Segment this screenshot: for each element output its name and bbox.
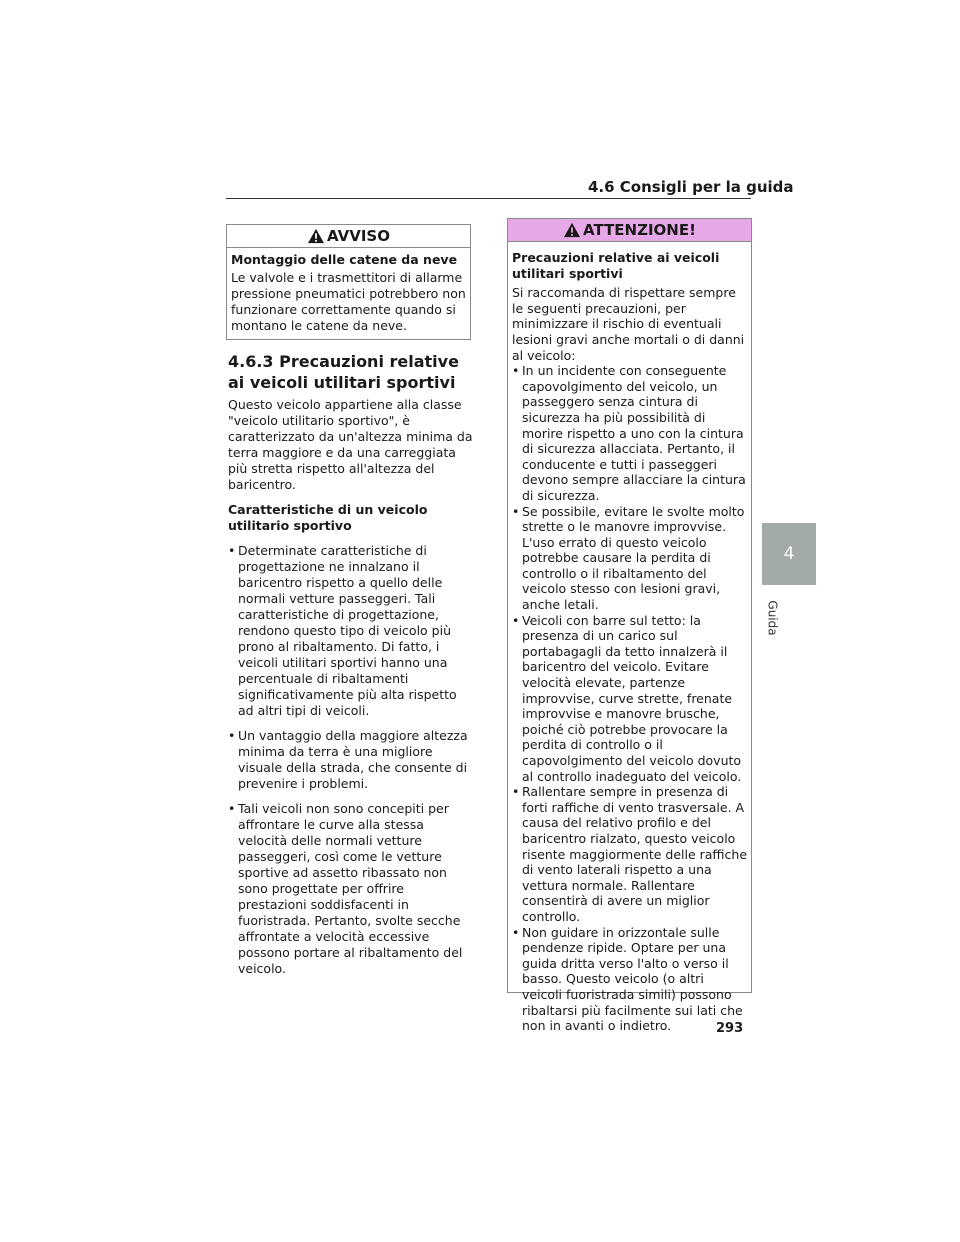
warning-icon: [307, 228, 325, 244]
avviso-header: [227, 225, 470, 248]
attenzione-label: ATTENZIONE!: [583, 221, 696, 239]
list-item: • Veicoli con barre sul tetto: la presenza di un carico sul portabagagli da tetto innalzerà il baricentro del veicolo. Evitare velocità elevate, partenze improvvise, curve strette, frenate improvvise e manovre brusche, poiché ciò potrebbe provocare la perdita di controllo o il capovolgimento del veicolo dovuto al controllo inadeguato del veicolo.: [512, 613, 747, 785]
section-intro: Questo veicolo appartiene alla classe "veicolo utilitario sportivo", è caratterizzato da un'altezza minima da terra maggiore e da una carreggiata più stretta rispetto all'altezza del baricentro.: [228, 397, 473, 492]
chapter-label: [760, 593, 786, 643]
chapter-number: 4: [783, 544, 795, 564]
avviso-label: AVVISO: [327, 227, 390, 245]
list-item: • In un incidente con conseguente capovolgimento del veicolo, un passeggero senza cintura di sicurezza ha più possibilità di morire rispetto a uno con la cintura di sicurezza allacciata. Pertanto, il conducente e tutti i passeggeri devono sempre allacciare la cintura di sicurezza.: [512, 363, 747, 503]
list-item: • Tali veicoli non sono concepiti per affrontare le curve alla stessa velocità delle normali vetture passeggeri, così come le vetture sportive ad assetto ribassato non sono progettate per offrire prestazioni soddisfacenti in fuoristrada. Pertanto, svolte secche affrontate a velocità eccessive possono portare al ribaltamento del veicolo.: [228, 801, 473, 977]
attenzione-header: [508, 219, 751, 242]
section-title: 4.6.3 Precauzioni relative ai veicoli utilitari sportivi: [228, 352, 459, 392]
section-subheading: Caratteristiche di un veicolo utilitario sportivo: [228, 502, 428, 533]
avviso-text: Le valvole e i trasmettitori di allarme pressione pneumatici potrebbero non funzionare correttamente quando si montano le catene da neve.: [231, 270, 466, 333]
list-item: • Rallentare sempre in presenza di forti raffiche di vento trasversale. A causa del relativo profilo e del baricentro rialzato, questo veicolo risente maggiormente delle raffiche di vento laterali rispetto a una vettura normale. Rallentare consentirà di avere un miglior controllo.: [512, 784, 747, 924]
chapter-label-text: Guida: [766, 600, 780, 636]
list-item: • Un vantaggio della maggiore altezza minima da terra è una migliore visuale della strada, che consente di prevenire i problemi.: [228, 728, 473, 792]
warning-icon: [563, 222, 581, 238]
attenzione-title: Precauzioni relative ai veicoli utilitari sportivi: [512, 250, 720, 281]
chapter-tab: [762, 523, 816, 585]
left-body: [228, 397, 473, 986]
list-item: • Non guidare in orizzontale sulle pendenze ripide. Optare per una guida dritta verso l'alto o verso il basso. Questo veicolo (o altri veicoli fuoristrada simili) possono ribaltarsi più facilmente sui lati che non in avanti o indietro.: [512, 925, 747, 1034]
attenzione-intro: Si raccomanda di rispettare sempre le seguenti precauzioni, per minimizzare il rischio di eventuali lesioni gravi anche mortali o di danni al veicolo:: [512, 285, 745, 363]
page-header-title: 4.6 Consigli per la guida: [588, 178, 794, 196]
list-item: • Determinate caratteristiche di progettazione ne innalzano il baricentro rispetto a quello delle normali vetture passeggeri. Tali caratteristiche di progettazione, rendono questo tipo di veicolo più prono al ribaltamento. Di fatto, i veicoli utilitari sportivi hanno una percentuale di ribaltamenti significativamente più alta rispetto ad altri tipi di veicoli.: [228, 543, 473, 719]
avviso-title: Montaggio delle catene da neve: [231, 252, 458, 267]
avviso-box: [226, 224, 471, 340]
section-bullet-list: [228, 543, 473, 977]
attenzione-bullet-list: [512, 363, 747, 1034]
list-item: • Se possibile, evitare le svolte molto strette o le manovre improvvise. L'uso errato di questo veicolo potrebbe causare la perdita di controllo o il ribaltamento del veicolo stesso con lesioni gravi, anche letali.: [512, 504, 747, 613]
page-number: 293: [716, 1021, 744, 1036]
header-divider: [226, 198, 751, 199]
